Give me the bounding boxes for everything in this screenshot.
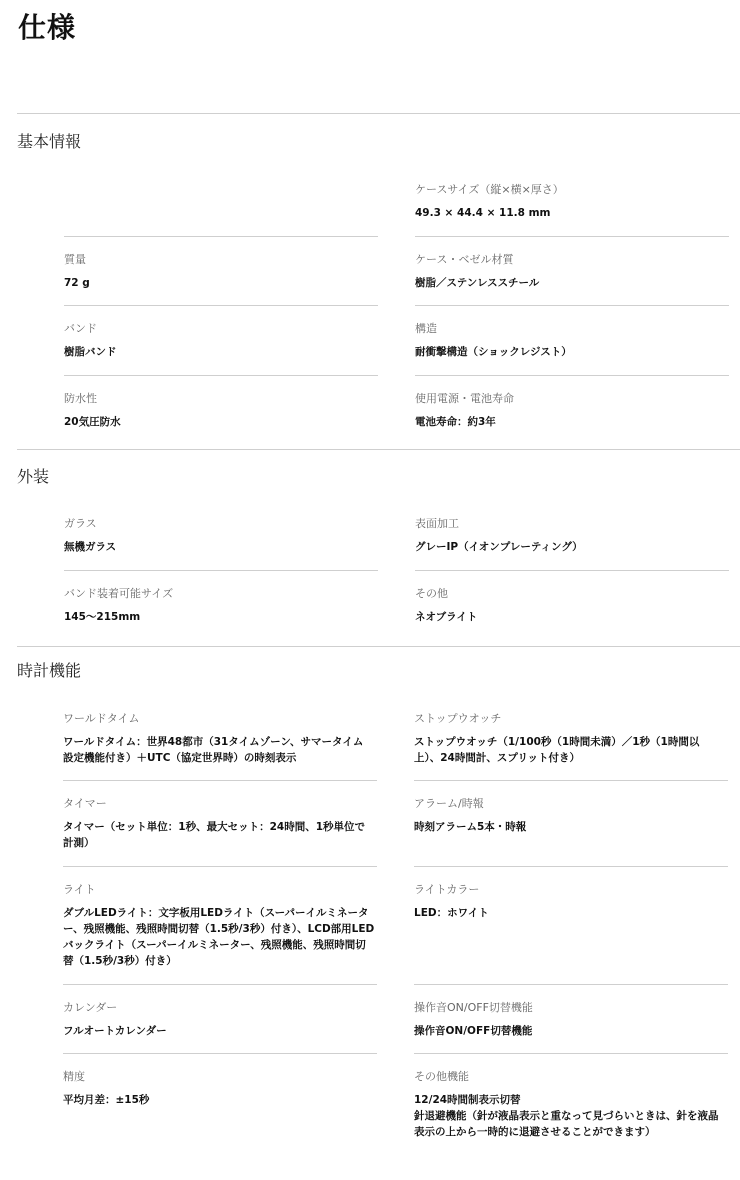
- spec-structure: [415, 321, 729, 360]
- spec-case-size: [415, 182, 729, 221]
- spec-value: 20気圧防水: [64, 416, 121, 428]
- item-divider: [64, 236, 378, 237]
- spec-label: ケースサイズ（縦×横×厚さ）: [415, 183, 564, 196]
- spec-value: LED：ホワイト: [414, 907, 489, 919]
- spec-band-fit-size: [64, 586, 378, 625]
- item-divider: [415, 375, 729, 376]
- section-title-watch-functions: 時計機能: [17, 661, 82, 680]
- spec-label: 操作音ON/OFF切替機能: [414, 1001, 533, 1014]
- spec-label: ケース・ベゼル材質: [415, 253, 514, 266]
- item-divider: [414, 1053, 728, 1054]
- spec-value: 145～215mm: [64, 611, 141, 623]
- spec-label: ガラス: [64, 517, 97, 530]
- spec-value: 平均月差：±15秒: [63, 1094, 150, 1106]
- spec-label: その他: [415, 587, 448, 600]
- item-divider: [63, 866, 377, 867]
- item-divider: [63, 984, 377, 985]
- spec-label: バンド: [64, 322, 97, 335]
- item-divider: [415, 236, 729, 237]
- spec-label: 防水性: [64, 392, 97, 405]
- spec-value: 樹脂バンド: [64, 346, 117, 358]
- item-divider: [63, 780, 377, 781]
- spec-value: 72 g: [64, 277, 90, 289]
- spec-label: 使用電源・電池寿命: [415, 392, 514, 405]
- spec-value: タイマー（セット単位：1秒、最大セット：24時間、1秒単位で 計測）: [63, 821, 366, 849]
- spec-band: [64, 321, 378, 360]
- spec-value: ストップウオッチ（1/100秒（1時間未満）／1秒（1時間以 上）、24時間計、スプリット付き）: [414, 736, 700, 764]
- spec-other-functions: [414, 1069, 734, 1140]
- spec-label: 精度: [63, 1070, 85, 1083]
- spec-case-material: [415, 252, 729, 291]
- spec-glass: [64, 516, 378, 555]
- spec-label: ストップウオッチ: [414, 712, 502, 725]
- spec-value: グレーIP（イオンプレーティング）: [415, 541, 583, 553]
- spec-water-resistance: [64, 391, 378, 430]
- spec-weight: [64, 252, 378, 291]
- item-divider: [414, 984, 728, 985]
- item-divider: [63, 1053, 377, 1054]
- spec-value: 12/24時間制表示切替 針退避機能（針が液晶表示と重なって見づらいときは、針を液晶 表示の上から一時的に退避させることができます）: [414, 1094, 719, 1138]
- page-title: 仕様: [18, 11, 77, 44]
- item-divider: [414, 780, 728, 781]
- spec-light-color: [414, 882, 734, 921]
- spec-operation-sound: [414, 1000, 734, 1039]
- section-divider: [17, 449, 740, 450]
- section-title-basic-info: 基本情報: [17, 132, 82, 151]
- item-divider: [64, 305, 378, 306]
- item-divider: [64, 375, 378, 376]
- spec-label: 表面加工: [415, 517, 459, 530]
- spec-label: バンド装着可能サイズ: [64, 587, 174, 600]
- spec-value: フルオートカレンダー: [63, 1025, 167, 1037]
- section-title-exterior: 外装: [17, 467, 50, 486]
- section-divider: [17, 646, 740, 647]
- spec-value: 無機ガラス: [64, 541, 117, 553]
- spec-world-time: [63, 711, 383, 766]
- spec-value: 電池寿命：約3年: [415, 416, 496, 428]
- item-divider: [414, 866, 728, 867]
- section-divider: [17, 113, 740, 114]
- spec-label: ライトカラー: [414, 883, 480, 896]
- spec-label: 構造: [415, 322, 437, 335]
- spec-other-exterior: [415, 586, 729, 625]
- spec-label: アラーム/時報: [414, 797, 484, 810]
- spec-label: ライト: [63, 883, 96, 896]
- spec-value: 操作音ON/OFF切替機能: [414, 1025, 533, 1037]
- spec-value: ワールドタイム：世界48都市（31タイムゾーン、サマータイム 設定機能付き）＋UTC（協定世界時）の時刻表示: [63, 736, 364, 764]
- spec-value: 樹脂／ステンレススチール: [415, 277, 540, 289]
- spec-power-battery: [415, 391, 729, 430]
- item-divider: [415, 570, 729, 571]
- spec-stopwatch: [414, 711, 734, 766]
- spec-accuracy: [63, 1069, 383, 1108]
- spec-alarm: [414, 796, 734, 835]
- spec-value: 時刻アラーム5本・時報: [414, 821, 527, 833]
- spec-label: その他機能: [414, 1070, 469, 1083]
- spec-label: 質量: [64, 253, 86, 266]
- spec-timer: [63, 796, 383, 851]
- spec-label: カレンダー: [63, 1001, 118, 1014]
- spec-value: 耐衝撃構造（ショックレジスト）: [415, 346, 572, 358]
- spec-calendar: [63, 1000, 383, 1039]
- spec-value: 49.3 × 44.4 × 11.8 mm: [415, 207, 551, 219]
- spec-light: [63, 882, 383, 969]
- spec-value: ネオブライト: [415, 611, 478, 623]
- spec-label: タイマー: [63, 797, 107, 810]
- spec-label: ワールドタイム: [63, 712, 140, 725]
- spec-value: ダブルLEDライト：文字板用LEDライト（スーパーイルミネータ ー、残照機能、残照時間切替（1.5秒/3秒）付き）、LCD部用LED バックライト（スーパーイルミネーター、残照機能、残照時間切 替（1.5秒/3秒）付き）: [63, 907, 375, 967]
- item-divider: [64, 570, 378, 571]
- item-divider: [415, 305, 729, 306]
- spec-surface-finish: [415, 516, 729, 555]
